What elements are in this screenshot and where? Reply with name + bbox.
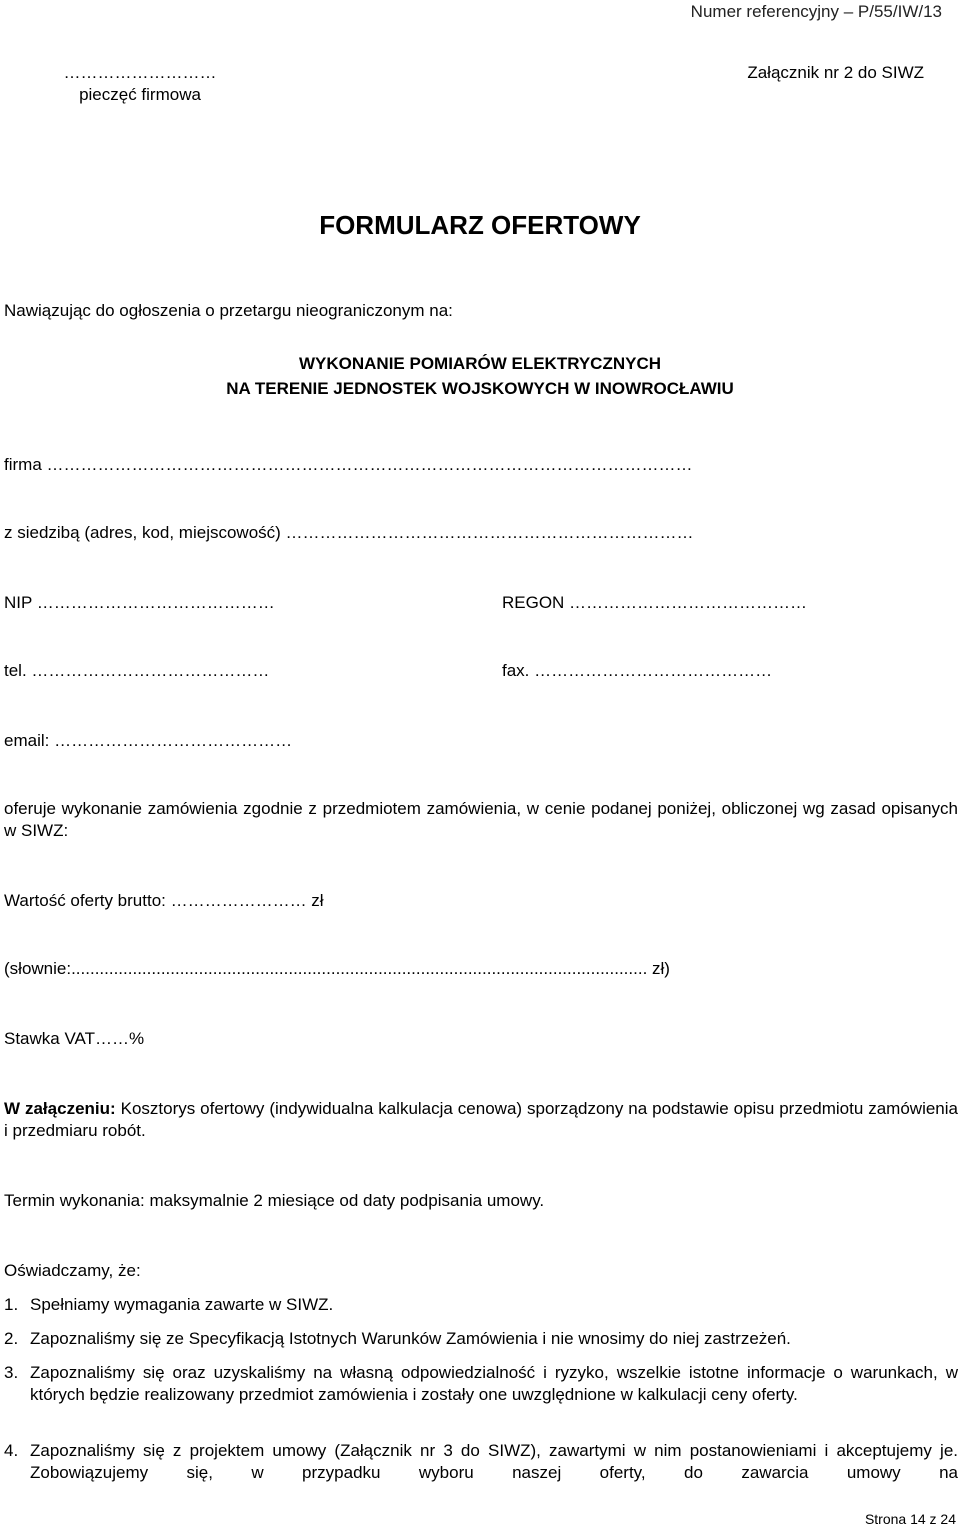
form-title: FORMULARZ OFERTOWY bbox=[319, 210, 641, 240]
attachment-label: W załączeniu: bbox=[4, 1099, 116, 1118]
stamp-label: pieczęć firmowa bbox=[79, 85, 201, 104]
page-number: Strona 14 z 24 bbox=[864, 1511, 956, 1527]
field-nip: NIP …………………………………… bbox=[4, 593, 275, 612]
declaration-item bbox=[4, 1440, 958, 1484]
field-email: email: …………………………………… bbox=[4, 731, 293, 750]
offer-value: Wartość oferty brutto: …………………… zł bbox=[4, 891, 324, 910]
item-text: Zapoznaliśmy się ze Specyfikacją Istotnych Warunków Zamówienia i nie wnosimy do niej zastrzeżeń. bbox=[30, 1329, 791, 1348]
annex-label: Załącznik nr 2 do SIWZ bbox=[747, 63, 924, 82]
item-text: Zapoznaliśmy się z projektem umowy (Załącznik nr 3 do SIWZ), zawartymi w nim postanowieniami i akceptujemy je. Zobowiązujemy się, w przypadku wyboru naszej oferty, do zawarcia umowy na bbox=[30, 1441, 958, 1482]
field-tel: tel. …………………………………… bbox=[4, 661, 270, 680]
item-number: 4. bbox=[4, 1441, 19, 1460]
declaration-item bbox=[4, 1362, 958, 1406]
stamp-dots: ……………………… bbox=[63, 63, 217, 82]
field-fax: fax. …………………………………… bbox=[502, 661, 773, 680]
vat-rate: Stawka VAT……% bbox=[4, 1029, 145, 1048]
company-stamp bbox=[4, 62, 276, 106]
offer-value-words: (słownie:.......................................................................................................................... zł) bbox=[4, 959, 670, 978]
item-text: Zapoznaliśmy się oraz uzyskaliśmy na własną odpowiedzialność i ryzyko, wszelkie istotne informacje o warunkach, w których będzie realizowany przedmiot zamówienia i zostały one uwzględnione w kalkulacji ceny oferty. bbox=[30, 1363, 958, 1404]
field-regon: REGON …………………………………… bbox=[502, 593, 808, 612]
field-siedziba: z siedzibą (adres, kod, miejscowość) ……………………………………………………………… bbox=[4, 523, 694, 542]
subject-line-2: NA TERENIE JEDNOSTEK WOJSKOWYCH W INOWROCŁAWIU bbox=[226, 379, 734, 398]
declaration-heading: Oświadczamy, że: bbox=[4, 1261, 141, 1280]
field-firma: firma …………………………………………………………………………………………………… bbox=[4, 455, 693, 474]
intro-text: Nawiązując do ogłoszenia o przetargu nieograniczonym na: bbox=[4, 301, 453, 320]
offer-text: oferuje wykonanie zamówienia zgodnie z przedmiotem zamówienia, w cenie podanej poniżej, obliczonej wg zasad opisanych w SIWZ: bbox=[4, 799, 958, 840]
deadline-text: Termin wykonania: maksymalnie 2 miesiące od daty podpisania umowy. bbox=[4, 1191, 545, 1210]
attachment-note bbox=[4, 1098, 958, 1142]
reference-number: Numer referencyjny – P/55/IW/13 bbox=[690, 2, 942, 21]
attachment-text: Kosztorys ofertowy (indywidualna kalkulacja cenowa) sporządzony na podstawie opisu przedmiotu zamówienia i przedmiaru robót. bbox=[4, 1099, 958, 1140]
subject-line-1: WYKONANIE POMIARÓW ELEKTRYCZNYCH bbox=[298, 354, 662, 373]
declaration-item bbox=[4, 1328, 958, 1350]
item-text: Spełniamy wymagania zawarte w SIWZ. bbox=[30, 1295, 334, 1314]
item-number: 3. bbox=[4, 1363, 19, 1382]
item-number: 2. bbox=[4, 1329, 19, 1348]
declaration-item bbox=[4, 1294, 958, 1316]
item-number: 1. bbox=[4, 1295, 19, 1314]
